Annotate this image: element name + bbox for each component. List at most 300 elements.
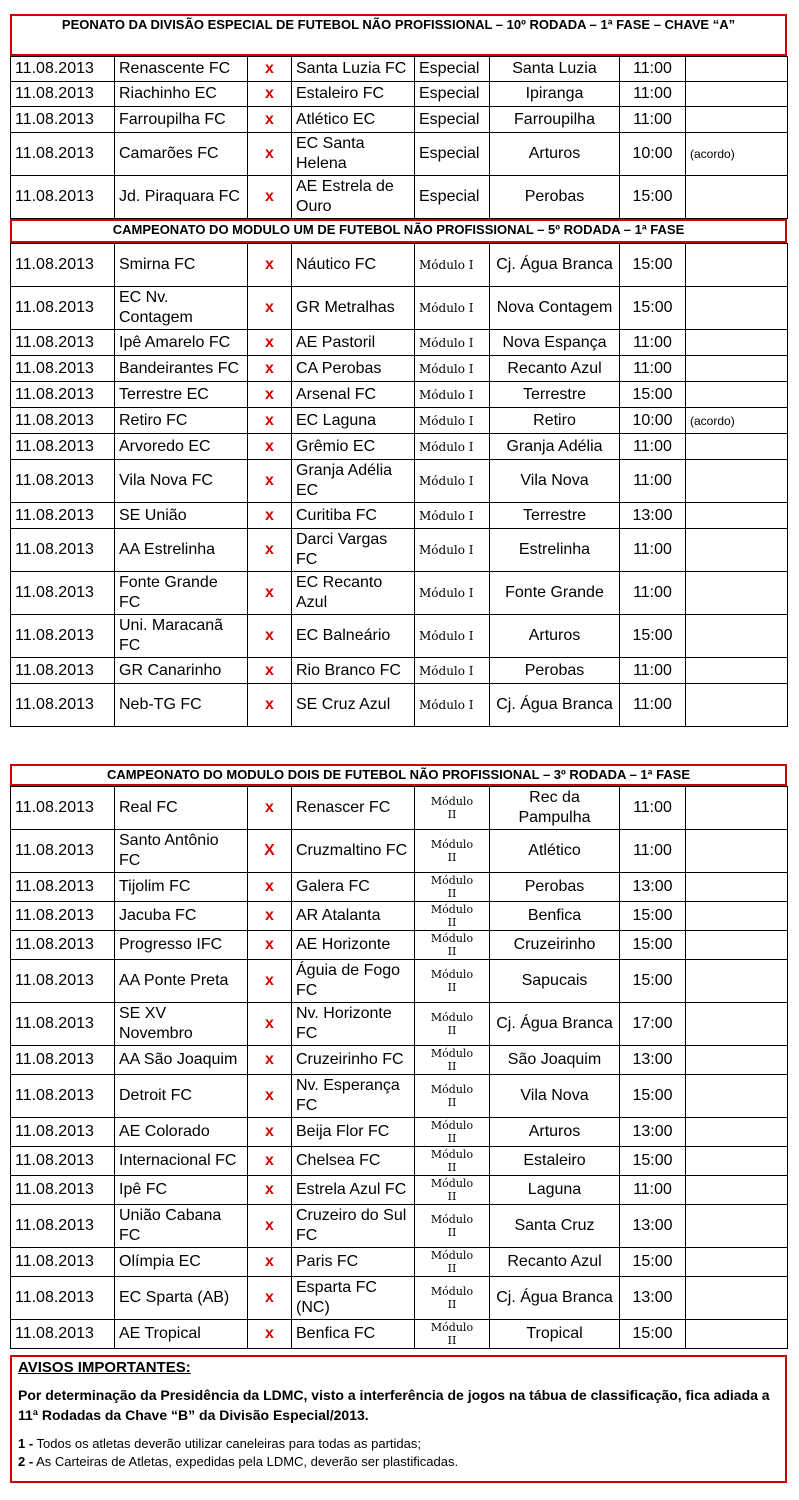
- venue: Cj. Água Branca: [490, 1003, 620, 1046]
- division-label: Módulo I: [415, 503, 490, 529]
- division-label: Módulo II: [415, 960, 490, 1003]
- kickoff-time: 13:00: [620, 503, 686, 529]
- division-label: Módulo I: [415, 572, 490, 615]
- venue: Estaleiro: [490, 1147, 620, 1176]
- kickoff-time: 11:00: [620, 529, 686, 572]
- away-team: AR Atalanta: [292, 902, 415, 931]
- division-label: Módulo II: [415, 1277, 490, 1320]
- match-date: 11.08.2013: [11, 615, 115, 658]
- venue: Arturos: [490, 1118, 620, 1147]
- home-team: Jacuba FC: [115, 902, 248, 931]
- versus-mark: x: [248, 1118, 292, 1147]
- match-note: [686, 684, 788, 727]
- division-label: Módulo I: [415, 287, 490, 330]
- table-row: [11, 287, 788, 330]
- away-team: GR Metralhas: [292, 287, 415, 330]
- versus-mark: x: [248, 960, 292, 1003]
- division-label: Especial: [415, 57, 490, 82]
- kickoff-time: 11:00: [620, 684, 686, 727]
- division-label: Especial: [415, 82, 490, 107]
- away-team: Nv. Horizonte FC: [292, 1003, 415, 1046]
- avisos-items: [18, 1435, 779, 1471]
- table-row: [11, 1075, 788, 1118]
- kickoff-time: 13:00: [620, 1046, 686, 1075]
- kickoff-time: 15:00: [620, 1320, 686, 1349]
- avisos-item-num: 2 -: [18, 1454, 34, 1469]
- division-label: Módulo II: [415, 1118, 490, 1147]
- home-team: Farroupilha FC: [115, 107, 248, 133]
- kickoff-time: 11:00: [620, 57, 686, 82]
- kickoff-time: 13:00: [620, 1205, 686, 1248]
- away-team: CA Perobas: [292, 356, 415, 382]
- kickoff-time: 11:00: [620, 1176, 686, 1205]
- table-row: [11, 830, 788, 873]
- venue: Estrelinha: [490, 529, 620, 572]
- home-team: União Cabana FC: [115, 1205, 248, 1248]
- versus-mark: x: [248, 1277, 292, 1320]
- division-label: Módulo I: [415, 330, 490, 356]
- match-date: 11.08.2013: [11, 107, 115, 133]
- away-team: EC Recanto Azul: [292, 572, 415, 615]
- kickoff-time: 11:00: [620, 830, 686, 873]
- home-team: AA São Joaquim: [115, 1046, 248, 1075]
- venue: Recanto Azul: [490, 1248, 620, 1277]
- match-note: [686, 658, 788, 684]
- home-team: Ipê FC: [115, 1176, 248, 1205]
- table-row: [11, 1046, 788, 1075]
- division-label: Módulo II: [415, 902, 490, 931]
- versus-mark: x: [248, 1248, 292, 1277]
- away-team: AE Estrela de Ouro: [292, 176, 415, 219]
- versus-mark: x: [248, 873, 292, 902]
- versus-mark: x: [248, 133, 292, 176]
- match-note: [686, 830, 788, 873]
- home-team: Internacional FC: [115, 1147, 248, 1176]
- versus-mark: x: [248, 382, 292, 408]
- venue: Granja Adélia: [490, 434, 620, 460]
- table-row: [11, 529, 788, 572]
- table-row: [11, 1176, 788, 1205]
- avisos-item-num: 1 -: [18, 1436, 34, 1451]
- match-date: 11.08.2013: [11, 1046, 115, 1075]
- away-team: Darci Vargas FC: [292, 529, 415, 572]
- table-row: [11, 57, 788, 82]
- avisos-item-text: Todos os atletas deverão utilizar caneleiras para todas as partidas;: [33, 1436, 421, 1451]
- match-note: [686, 356, 788, 382]
- venue: Tropical: [490, 1320, 620, 1349]
- table-row: [11, 107, 788, 133]
- match-note: [686, 244, 788, 287]
- home-team: Uni. Maracanã FC: [115, 615, 248, 658]
- match-date: 11.08.2013: [11, 57, 115, 82]
- venue: Terrestre: [490, 503, 620, 529]
- match-date: 11.08.2013: [11, 330, 115, 356]
- kickoff-time: 15:00: [620, 960, 686, 1003]
- match-date: 11.08.2013: [11, 1118, 115, 1147]
- table-row: [11, 434, 788, 460]
- match-note: [686, 176, 788, 219]
- table-row: [11, 787, 788, 830]
- division-label: Módulo II: [415, 787, 490, 830]
- home-team: EC Nv. Contagem: [115, 287, 248, 330]
- match-note: [686, 931, 788, 960]
- division-label: Módulo II: [415, 1046, 490, 1075]
- venue: Santa Luzia: [490, 57, 620, 82]
- match-date: 11.08.2013: [11, 408, 115, 434]
- table-row: [11, 960, 788, 1003]
- division-label: Módulo II: [415, 1176, 490, 1205]
- table-row: [11, 503, 788, 529]
- match-note: [686, 57, 788, 82]
- match-date: 11.08.2013: [11, 460, 115, 503]
- home-team: AE Tropical: [115, 1320, 248, 1349]
- kickoff-time: 13:00: [620, 1118, 686, 1147]
- away-team: EC Santa Helena: [292, 133, 415, 176]
- home-team: Bandeirantes FC: [115, 356, 248, 382]
- avisos-item-text: As Carteiras de Atletas, expedidas pela LDMC, deverão ser plastificadas.: [33, 1454, 459, 1469]
- match-date: 11.08.2013: [11, 529, 115, 572]
- away-team: Santa Luzia FC: [292, 57, 415, 82]
- kickoff-time: 11:00: [620, 82, 686, 107]
- games-table: [10, 56, 788, 219]
- away-team: Nv. Esperança FC: [292, 1075, 415, 1118]
- division-label: Módulo I: [415, 434, 490, 460]
- versus-mark: x: [248, 244, 292, 287]
- versus-mark: x: [248, 408, 292, 434]
- kickoff-time: 15:00: [620, 931, 686, 960]
- match-date: 11.08.2013: [11, 382, 115, 408]
- table-row: [11, 176, 788, 219]
- away-team: Rio Branco FC: [292, 658, 415, 684]
- division-label: Módulo I: [415, 244, 490, 287]
- match-note: [686, 1248, 788, 1277]
- match-note: [686, 615, 788, 658]
- table-row: [11, 873, 788, 902]
- avisos-item: [18, 1435, 779, 1453]
- kickoff-time: 13:00: [620, 873, 686, 902]
- venue: Cj. Água Branca: [490, 684, 620, 727]
- match-date: 11.08.2013: [11, 244, 115, 287]
- away-team: Cruzeirinho FC: [292, 1046, 415, 1075]
- division-label: Módulo I: [415, 615, 490, 658]
- venue: Retiro: [490, 408, 620, 434]
- division-label: Módulo II: [415, 931, 490, 960]
- table-row: [11, 572, 788, 615]
- match-note: (acordo): [686, 133, 788, 176]
- match-note: [686, 434, 788, 460]
- venue: Nova Espança: [490, 330, 620, 356]
- kickoff-time: 11:00: [620, 330, 686, 356]
- table-row: [11, 244, 788, 287]
- division-label: Módulo II: [415, 1147, 490, 1176]
- match-note: [686, 1118, 788, 1147]
- avisos-title: AVISOS IMPORTANTES:: [18, 1359, 191, 1376]
- versus-mark: x: [248, 57, 292, 82]
- table-row: [11, 902, 788, 931]
- table-row: [11, 82, 788, 107]
- away-team: EC Laguna: [292, 408, 415, 434]
- home-team: Riachinho EC: [115, 82, 248, 107]
- match-date: 11.08.2013: [11, 931, 115, 960]
- venue: Fonte Grande: [490, 572, 620, 615]
- section-title: CAMPEONATO DO MODULO UM DE FUTEBOL NÃO PROFISSIONAL – 5º RODADA – 1ª FASE: [10, 219, 787, 243]
- versus-mark: x: [248, 529, 292, 572]
- match-note: [686, 330, 788, 356]
- match-note: [686, 1075, 788, 1118]
- division-label: Módulo I: [415, 356, 490, 382]
- venue: Vila Nova: [490, 460, 620, 503]
- away-team: Galera FC: [292, 873, 415, 902]
- match-date: 11.08.2013: [11, 1277, 115, 1320]
- venue: Farroupilha: [490, 107, 620, 133]
- venue: Sapucais: [490, 960, 620, 1003]
- away-team: Granja Adélia EC: [292, 460, 415, 503]
- away-team: Arsenal FC: [292, 382, 415, 408]
- table-row: [11, 615, 788, 658]
- versus-mark: x: [248, 615, 292, 658]
- versus-mark: x: [248, 1046, 292, 1075]
- table-row: [11, 330, 788, 356]
- venue: Vila Nova: [490, 1075, 620, 1118]
- away-team: Cruzmaltino FC: [292, 830, 415, 873]
- avisos-box: [10, 1355, 787, 1483]
- table-row: [11, 382, 788, 408]
- match-date: 11.08.2013: [11, 787, 115, 830]
- match-note: [686, 82, 788, 107]
- versus-mark: x: [248, 503, 292, 529]
- kickoff-time: 10:00: [620, 133, 686, 176]
- match-note: [686, 873, 788, 902]
- versus-mark: x: [248, 1003, 292, 1046]
- match-date: 11.08.2013: [11, 82, 115, 107]
- match-note: [686, 287, 788, 330]
- venue: Benfica: [490, 902, 620, 931]
- versus-mark: X: [248, 830, 292, 873]
- table-row: [11, 1277, 788, 1320]
- division-label: Módulo I: [415, 658, 490, 684]
- division-label: Módulo II: [415, 1320, 490, 1349]
- table-row: [11, 1118, 788, 1147]
- venue: Arturos: [490, 133, 620, 176]
- away-team: Curitiba FC: [292, 503, 415, 529]
- match-note: [686, 107, 788, 133]
- venue: Perobas: [490, 658, 620, 684]
- match-note: [686, 460, 788, 503]
- home-team: Detroit FC: [115, 1075, 248, 1118]
- venue: Atlético: [490, 830, 620, 873]
- table-row: [11, 133, 788, 176]
- match-date: 11.08.2013: [11, 1003, 115, 1046]
- home-team: Neb-TG FC: [115, 684, 248, 727]
- table-row: [11, 684, 788, 727]
- kickoff-time: 11:00: [620, 572, 686, 615]
- away-team: Benfica FC: [292, 1320, 415, 1349]
- venue: Cj. Água Branca: [490, 1277, 620, 1320]
- match-note: (acordo): [686, 408, 788, 434]
- kickoff-time: 15:00: [620, 382, 686, 408]
- match-date: 11.08.2013: [11, 434, 115, 460]
- away-team: Estaleiro FC: [292, 82, 415, 107]
- match-note: [686, 1205, 788, 1248]
- kickoff-time: 17:00: [620, 1003, 686, 1046]
- venue: Nova Contagem: [490, 287, 620, 330]
- away-team: Estrela Azul FC: [292, 1176, 415, 1205]
- table-row: [11, 460, 788, 503]
- venue: Cruzeirinho: [490, 931, 620, 960]
- table-row: [11, 356, 788, 382]
- kickoff-time: 11:00: [620, 107, 686, 133]
- versus-mark: x: [248, 287, 292, 330]
- match-date: 11.08.2013: [11, 684, 115, 727]
- table-row: [11, 1147, 788, 1176]
- home-team: Camarões FC: [115, 133, 248, 176]
- table-row: [11, 1003, 788, 1046]
- division-label: Módulo I: [415, 408, 490, 434]
- home-team: Retiro FC: [115, 408, 248, 434]
- match-note: [686, 503, 788, 529]
- versus-mark: x: [248, 787, 292, 830]
- home-team: Progresso IFC: [115, 931, 248, 960]
- kickoff-time: 15:00: [620, 615, 686, 658]
- table-row: [11, 1205, 788, 1248]
- versus-mark: x: [248, 902, 292, 931]
- versus-mark: x: [248, 572, 292, 615]
- match-note: [686, 1147, 788, 1176]
- match-note: [686, 1320, 788, 1349]
- away-team: Cruzeiro do Sul FC: [292, 1205, 415, 1248]
- away-team: Águia de Fogo FC: [292, 960, 415, 1003]
- division-label: Módulo I: [415, 460, 490, 503]
- away-team: Esparta FC (NC): [292, 1277, 415, 1320]
- match-date: 11.08.2013: [11, 356, 115, 382]
- match-date: 11.08.2013: [11, 503, 115, 529]
- away-team: Renascer FC: [292, 787, 415, 830]
- home-team: Smirna FC: [115, 244, 248, 287]
- kickoff-time: 15:00: [620, 1248, 686, 1277]
- venue: Laguna: [490, 1176, 620, 1205]
- section-title: PEONATO DA DIVISÃO ESPECIAL DE FUTEBOL NÃO PROFISSIONAL – 10º RODADA – 1ª FASE – CHAVE “A”: [10, 14, 787, 56]
- division-label: Especial: [415, 107, 490, 133]
- home-team: SE União: [115, 503, 248, 529]
- match-date: 11.08.2013: [11, 873, 115, 902]
- table-row: [11, 658, 788, 684]
- games-table: [10, 786, 788, 1349]
- division-label: Módulo I: [415, 382, 490, 408]
- match-date: 11.08.2013: [11, 572, 115, 615]
- division-label: Módulo II: [415, 830, 490, 873]
- kickoff-time: 15:00: [620, 244, 686, 287]
- kickoff-time: 11:00: [620, 658, 686, 684]
- away-team: EC Balneário: [292, 615, 415, 658]
- versus-mark: x: [248, 330, 292, 356]
- match-note: [686, 1277, 788, 1320]
- match-note: [686, 382, 788, 408]
- match-date: 11.08.2013: [11, 176, 115, 219]
- avisos-main-text: Por determinação da Presidência da LDMC, visto a interferência de jogos na tábua de classificação, fica adiada a 11ª Rodadas da Chave “B” da Divisão Especial/2013.: [18, 1387, 770, 1423]
- versus-mark: x: [248, 356, 292, 382]
- division-label: Especial: [415, 176, 490, 219]
- table-row: [11, 408, 788, 434]
- home-team: Olímpia EC: [115, 1248, 248, 1277]
- home-team: Jd. Piraquara FC: [115, 176, 248, 219]
- home-team: AA Estrelinha: [115, 529, 248, 572]
- match-note: [686, 1046, 788, 1075]
- venue: Cj. Água Branca: [490, 244, 620, 287]
- away-team: Paris FC: [292, 1248, 415, 1277]
- match-date: 11.08.2013: [11, 960, 115, 1003]
- home-team: Ipê Amarelo FC: [115, 330, 248, 356]
- away-team: AE Pastoril: [292, 330, 415, 356]
- home-team: GR Canarinho: [115, 658, 248, 684]
- division-label: Módulo II: [415, 1075, 490, 1118]
- home-team: Arvoredo EC: [115, 434, 248, 460]
- kickoff-time: 15:00: [620, 1075, 686, 1118]
- kickoff-time: 13:00: [620, 1277, 686, 1320]
- division-label: Módulo II: [415, 1003, 490, 1046]
- venue: Perobas: [490, 873, 620, 902]
- away-team: SE Cruz Azul: [292, 684, 415, 727]
- match-note: [686, 1003, 788, 1046]
- match-date: 11.08.2013: [11, 658, 115, 684]
- division-label: Módulo II: [415, 1205, 490, 1248]
- away-team: Atlético EC: [292, 107, 415, 133]
- division-label: Módulo I: [415, 684, 490, 727]
- division-label: Especial: [415, 133, 490, 176]
- home-team: Real FC: [115, 787, 248, 830]
- table-row: [11, 1320, 788, 1349]
- away-team: AE Horizonte: [292, 931, 415, 960]
- match-date: 11.08.2013: [11, 1205, 115, 1248]
- home-team: AE Colorado: [115, 1118, 248, 1147]
- venue: Santa Cruz: [490, 1205, 620, 1248]
- home-team: Terrestre EC: [115, 382, 248, 408]
- division-label: Módulo II: [415, 873, 490, 902]
- match-date: 11.08.2013: [11, 133, 115, 176]
- away-team: Chelsea FC: [292, 1147, 415, 1176]
- kickoff-time: 15:00: [620, 902, 686, 931]
- division-label: Módulo II: [415, 1248, 490, 1277]
- versus-mark: x: [248, 1147, 292, 1176]
- kickoff-time: 15:00: [620, 287, 686, 330]
- match-note: [686, 529, 788, 572]
- match-date: 11.08.2013: [11, 1176, 115, 1205]
- match-note: [686, 960, 788, 1003]
- versus-mark: x: [248, 460, 292, 503]
- table-row: [11, 931, 788, 960]
- venue: Arturos: [490, 615, 620, 658]
- versus-mark: x: [248, 1176, 292, 1205]
- versus-mark: x: [248, 107, 292, 133]
- venue: São Joaquim: [490, 1046, 620, 1075]
- versus-mark: x: [248, 658, 292, 684]
- kickoff-time: 15:00: [620, 1147, 686, 1176]
- home-team: SE XV Novembro: [115, 1003, 248, 1046]
- games-table: [10, 243, 788, 727]
- section-title: CAMPEONATO DO MODULO DOIS DE FUTEBOL NÃO PROFISSIONAL – 3º RODADA – 1ª FASE: [10, 764, 787, 786]
- kickoff-time: 11:00: [620, 460, 686, 503]
- home-team: Vila Nova FC: [115, 460, 248, 503]
- venue: Recanto Azul: [490, 356, 620, 382]
- match-date: 11.08.2013: [11, 1147, 115, 1176]
- kickoff-time: 15:00: [620, 176, 686, 219]
- home-team: Renascente FC: [115, 57, 248, 82]
- versus-mark: x: [248, 82, 292, 107]
- versus-mark: x: [248, 1320, 292, 1349]
- venue: Ipiranga: [490, 82, 620, 107]
- match-date: 11.08.2013: [11, 902, 115, 931]
- kickoff-time: 11:00: [620, 356, 686, 382]
- versus-mark: x: [248, 1205, 292, 1248]
